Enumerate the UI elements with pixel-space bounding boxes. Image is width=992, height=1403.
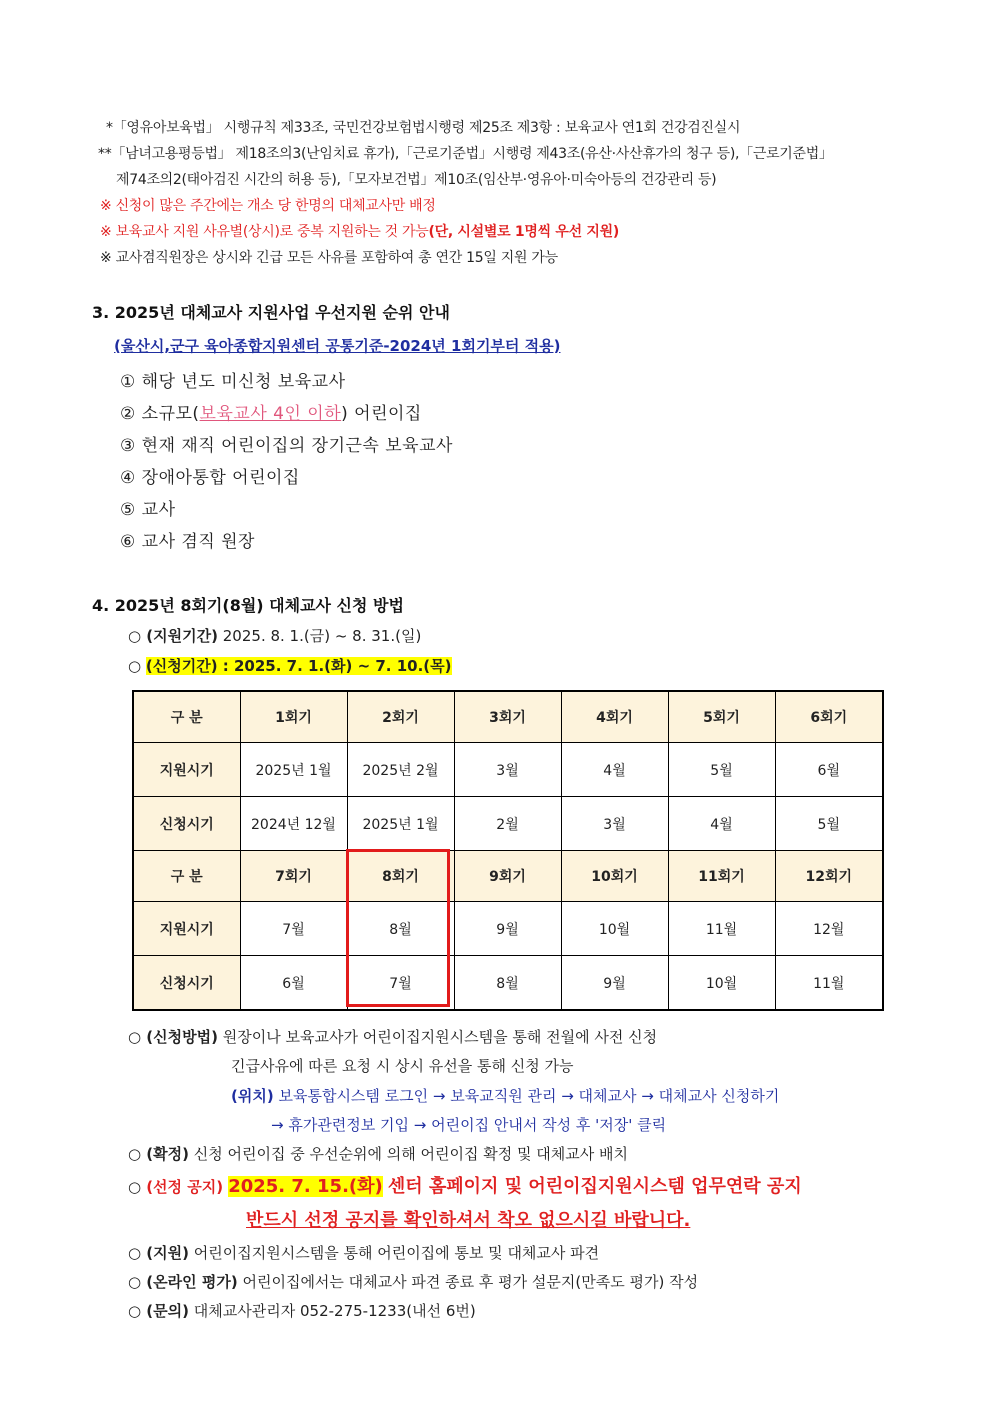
note-2-emphasis: (단, 시설별로 1명씩 우선 지원) — [428, 224, 619, 240]
table-cell: 2월 — [454, 797, 561, 851]
priority-1: ① 해당 년도 미신청 보육교사 — [120, 372, 346, 392]
evaluation-line — [128, 1271, 698, 1292]
announce-text: 센터 홈페이지 및 어린이집지원시스템 업무연락 공지 — [387, 1176, 802, 1197]
announce-label: (선정 공지) — [146, 1178, 224, 1196]
inquiry-line — [128, 1300, 476, 1321]
confirm-label: ○ (확정) — [128, 1145, 190, 1163]
announce-date: 2025. 7. 15.(화) — [228, 1176, 383, 1197]
priority-2-post: ) 어린이집 — [341, 404, 422, 424]
section-3-title: 3. 2025년 대체교사 지원사업 우선지원 순위 안내 — [92, 303, 450, 322]
support-period-value: 2025. 8. 1.(금) ~ 8. 31.(일) — [222, 627, 422, 645]
table-header-cell: 4회기 — [561, 691, 668, 743]
method-text-2: 긴급사유에 따른 요청 시 상시 유선을 통해 신청 가능 — [231, 1057, 574, 1075]
support-period-label: ○ (지원기간) — [128, 627, 218, 645]
table-header-cell: 8회기 — [347, 851, 454, 902]
method-location-text: 보육통합시스템 로그인 → 보육교직원 관리 → 대체교사 → 대체교사 신청하기 — [278, 1087, 780, 1105]
confirm-text: 신청 어린이집 중 우선순위에 의해 어린이집 확정 및 대체교사 배치 — [193, 1145, 628, 1163]
support-line — [128, 1242, 599, 1263]
table-row — [133, 743, 883, 797]
table-row — [133, 797, 883, 851]
table-cell: 2025년 1월 — [240, 743, 347, 797]
table-header-row — [133, 851, 883, 902]
footnote-line-3: 제74조의2(태아검진 시간의 허용 등),「모자보건법」제10조(임산부·영유아·미숙아등의 건강관리 등) — [116, 172, 717, 188]
priority-2-highlight: 보육교사 4인 이하 — [199, 404, 342, 424]
method-location-2: → 휴가관련정보 기입 → 어린이집 안내서 작성 후 '저장' 클릭 — [271, 1116, 667, 1134]
table-cell: 10월 — [561, 902, 668, 956]
table-header-row — [133, 691, 883, 743]
support-text: 어린이집지원시스템을 통해 어린이집에 통보 및 대체교사 파견 — [193, 1244, 600, 1262]
table-header-cell: 11회기 — [668, 851, 775, 902]
note-2 — [100, 221, 619, 241]
evaluation-label: ○ (온라인 평가) — [128, 1273, 238, 1291]
table-cell: 3월 — [454, 743, 561, 797]
table-header-cell: 6회기 — [775, 691, 883, 743]
table-cell: 3월 — [561, 797, 668, 851]
table-cell: 2025년 1월 — [347, 797, 454, 851]
footnote-line-2: **「남녀고용평등법」 제18조의3(난임치료 휴가),「근로기준법」시행령 제43조(유산·사산휴가의 청구 등),「근로기준법」 — [98, 146, 833, 162]
inquiry-label: ○ (문의) — [128, 1302, 190, 1320]
table-cell: 4월 — [668, 797, 775, 851]
inquiry-text: 대체교사관리자 052-275-1233(내선 6번) — [193, 1302, 476, 1320]
table-cell: 6월 — [775, 743, 883, 797]
method-location — [231, 1085, 779, 1106]
priority-4: ④ 장애아통합 어린이집 — [120, 468, 300, 488]
announce-bullet: ○ — [128, 1178, 142, 1196]
table-cell: 9월 — [454, 902, 561, 956]
table-cell: 10월 — [668, 956, 775, 1011]
section-3-subtitle: (울산시,군구 육아종합지원센터 공통기준-2024년 1회기부터 적용) — [114, 337, 561, 355]
priority-3: ③ 현재 재직 어린이집의 장기근속 보육교사 — [120, 436, 453, 456]
note-1: ※ 신청이 많은 주간에는 개소 당 한명의 대체교사만 배정 — [100, 198, 436, 214]
table-header-cell: 12회기 — [775, 851, 883, 902]
section-4-title: 4. 2025년 8회기(8월) 대체교사 신청 방법 — [92, 596, 404, 615]
table-header-cell: 2회기 — [347, 691, 454, 743]
table-row — [133, 956, 883, 1011]
table-cell: 7월 — [240, 902, 347, 956]
apply-period — [128, 655, 452, 676]
priority-2-pre: ② 소규모( — [120, 404, 200, 424]
footnote-line-1: *「영유아보육법」 시행규칙 제33조, 국민건강보험법시행령 제25조 제3항 : 보육교사 연1회 건강검진실시 — [106, 120, 741, 136]
table-row-label: 지원시기 — [133, 902, 240, 956]
table-cell: 11월 — [775, 956, 883, 1011]
table-cell: 12월 — [775, 902, 883, 956]
table-cell: 8월 — [347, 902, 454, 956]
table-row-label: 지원시기 — [133, 743, 240, 797]
table-header-cell: 5회기 — [668, 691, 775, 743]
table-cell: 6월 — [240, 956, 347, 1011]
table-cell: 7월 — [347, 956, 454, 1011]
table-cell: 4월 — [561, 743, 668, 797]
table-cell: 9월 — [561, 956, 668, 1011]
priority-2 — [120, 399, 422, 424]
table-cell: 2025년 2월 — [347, 743, 454, 797]
method-line-1 — [128, 1026, 657, 1047]
note-2-text: ※ 보육교사 지원 사유별(상시)로 중복 지원하는 것 가능 — [100, 224, 429, 240]
current-term-highlight-box — [346, 849, 450, 1007]
apply-period-bullet: ○ — [128, 657, 142, 675]
table-header-cell: 10회기 — [561, 851, 668, 902]
table-cell: 5월 — [668, 743, 775, 797]
support-period — [128, 625, 421, 646]
confirm-line — [128, 1143, 628, 1164]
schedule-table — [132, 690, 884, 1011]
method-text-1: 원장이나 보육교사가 어린이집지원시스템을 통해 전월에 사전 신청 — [222, 1028, 658, 1046]
table-cell: 5월 — [775, 797, 883, 851]
note-3: ※ 교사겸직원장은 상시와 긴급 모든 사유를 포함하여 총 연간 15일 지원 가능 — [100, 250, 558, 266]
announce-line — [128, 1172, 802, 1198]
table-row-label: 신청시기 — [133, 797, 240, 851]
table-header-cell: 1회기 — [240, 691, 347, 743]
table-col-label: 구 분 — [133, 851, 240, 902]
method-label: ○ (신청방법) — [128, 1028, 218, 1046]
apply-period-text: (신청기간) : 2025. 7. 1.(화) ~ 7. 10.(목) — [145, 657, 452, 675]
evaluation-text: 어린이집에서는 대체교사 파견 종료 후 평가 설문지(만족도 평가) 작성 — [242, 1273, 699, 1291]
method-location-label: (위치) — [231, 1087, 274, 1105]
table-cell: 2024년 12월 — [240, 797, 347, 851]
table-header-cell: 9회기 — [454, 851, 561, 902]
table-row-label: 신청시기 — [133, 956, 240, 1011]
priority-5: ⑤ 교사 — [120, 500, 176, 520]
table-header-cell: 3회기 — [454, 691, 561, 743]
announce-warning: 반드시 선정 공지를 확인하셔서 착오 없으시길 바랍니다. — [246, 1210, 691, 1231]
table-col-label: 구 분 — [133, 691, 240, 743]
table-cell: 11월 — [668, 902, 775, 956]
table-row — [133, 902, 883, 956]
table-header-cell: 7회기 — [240, 851, 347, 902]
table-cell: 8월 — [454, 956, 561, 1011]
priority-6: ⑥ 교사 겸직 원장 — [120, 532, 255, 552]
support-label: ○ (지원) — [128, 1244, 190, 1262]
